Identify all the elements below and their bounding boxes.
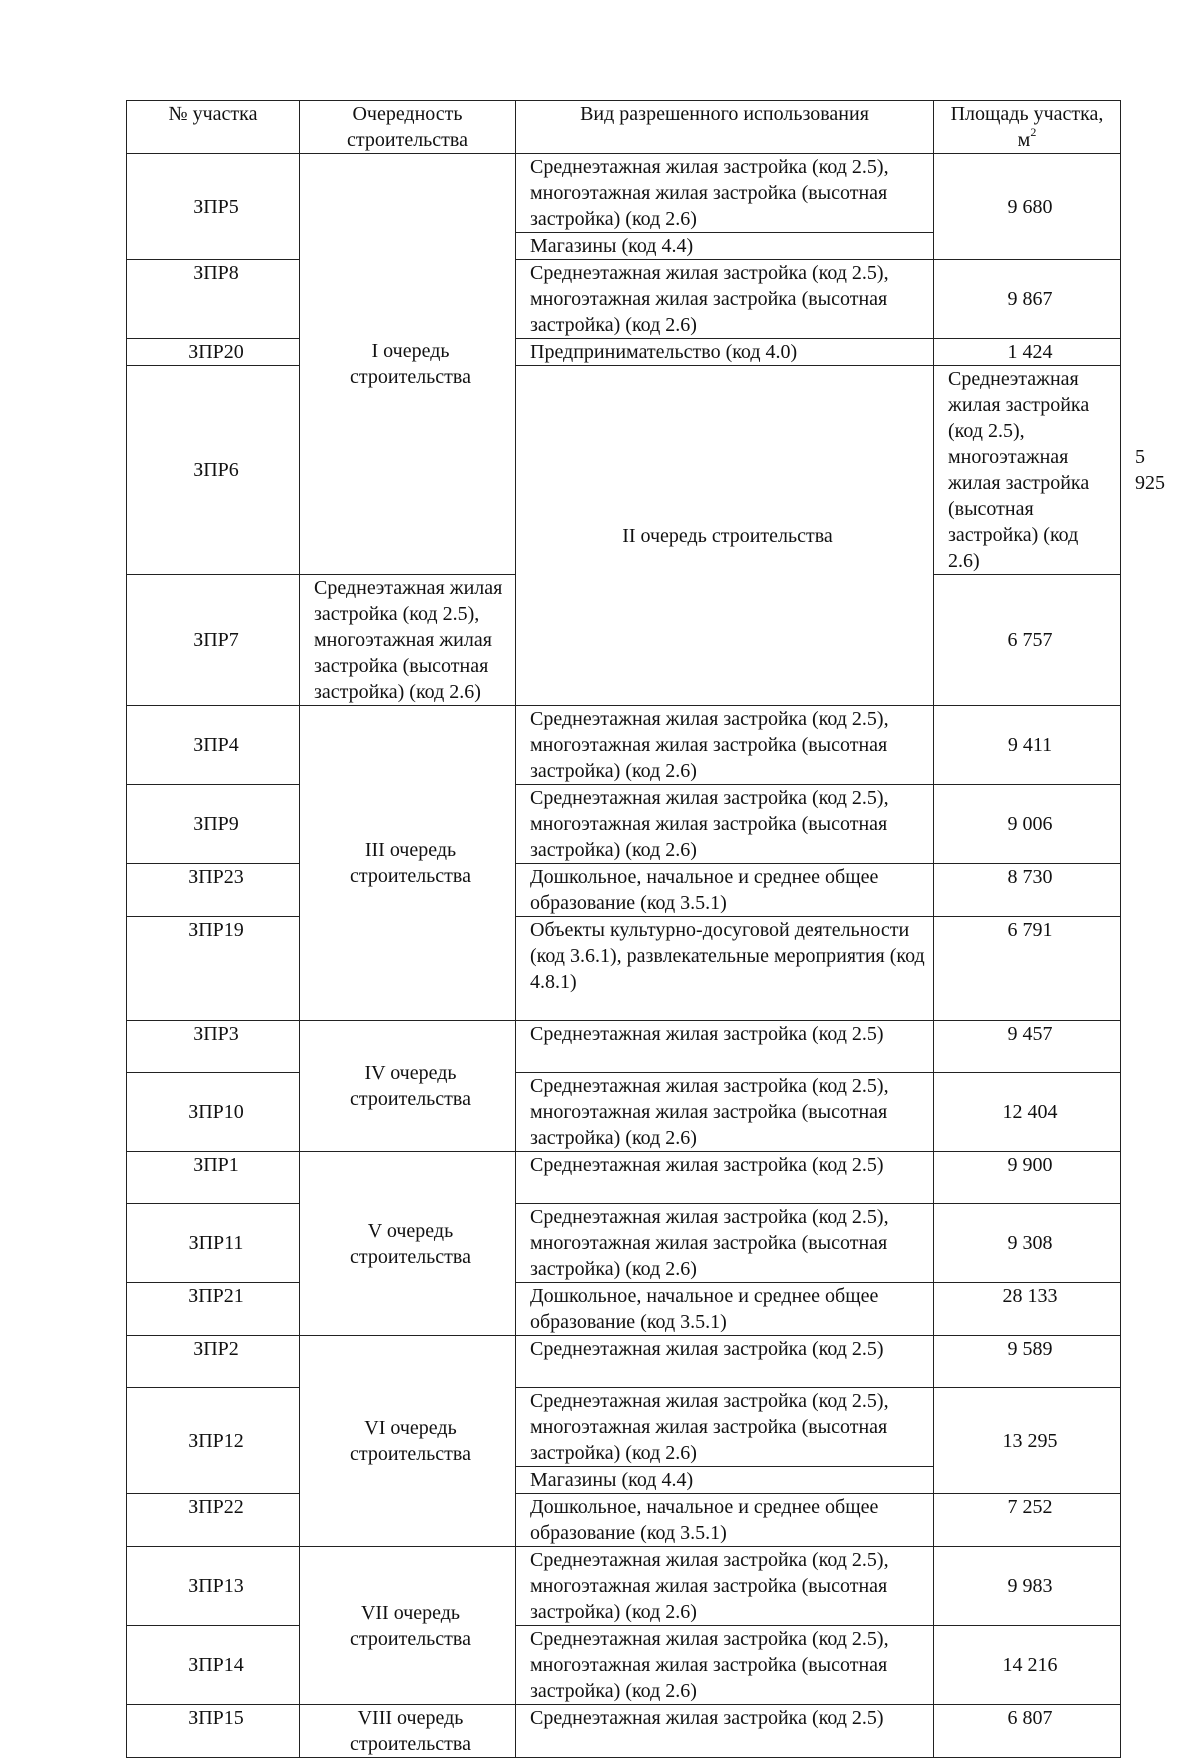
area-cell: 28 133 [934,1283,1121,1336]
stage-cell: II очередь строительства [516,366,934,706]
table-row [127,706,1121,785]
area-cell: 9 983 [934,1547,1121,1626]
plot-id: ЗПР21 [127,1283,300,1336]
area-cell: 13 295 [934,1388,1121,1494]
use-cell: Среднеэтажная жилая застройка (код 2.5), многоэтажная жилая застройка (высотная застройка) (код 2.6) [516,1204,934,1283]
plot-id: ЗПР20 [127,339,300,366]
stage-cell: VI очередь строительства [300,1336,516,1547]
plot-id: ЗПР6 [127,366,300,575]
stage-cell: IV очередь строительства [300,1021,516,1152]
table-row [127,154,1121,233]
header-stage: Очередность строительства [300,101,516,154]
table-row [127,917,1121,1021]
area-cell: 7 252 [934,1494,1121,1547]
plot-id: ЗПР19 [127,917,300,1021]
area-cell: 9 006 [934,785,1121,864]
use-cell: Среднеэтажная жилая застройка (код 2.5), многоэтажная жилая застройка (высотная застройка) (код 2.6) [516,1626,934,1705]
use-cell: Дошкольное, начальное и среднее общее образование (код 3.5.1) [516,1494,934,1547]
use-cell: Среднеэтажная жилая застройка (код 2.5), многоэтажная жилая застройка (высотная застройка) (код 2.6) [300,575,516,706]
plot-id: ЗПР14 [127,1626,300,1705]
use-cell: Магазины (код 4.4) [516,1467,934,1494]
use-cell: Среднеэтажная жилая застройка (код 2.5), многоэтажная жилая застройка (высотная застройка) (код 2.6) [516,1073,934,1152]
plot-id: ЗПР10 [127,1073,300,1152]
area-cell: 12 404 [934,1073,1121,1152]
use-cell: Среднеэтажная жилая застройка (код 2.5), многоэтажная жилая застройка (высотная застройка) (код 2.6) [516,154,934,233]
table-row [127,1705,1121,1758]
stage-cell: VIII очередь строительства [300,1705,516,1758]
table-row [127,1204,1121,1283]
plot-id: ЗПР23 [127,864,300,917]
table-row [127,1547,1121,1626]
use-cell: Предпринимательство (код 4.0) [516,339,934,366]
area-cell: 9 308 [934,1204,1121,1283]
area-cell: 9 900 [934,1152,1121,1204]
header-area-text: Площадь участка, м [950,103,1104,151]
header-row [127,101,1121,154]
area-cell: 8 730 [934,864,1121,917]
plot-id: ЗПР11 [127,1204,300,1283]
plot-id: ЗПР8 [127,260,300,339]
use-cell: Объекты культурно-досуговой деятельности (код 3.6.1), развлекательные мероприятия (код 4.8.1) [516,917,934,1021]
area-cell: 9 867 [934,260,1121,339]
plot-id: ЗПР5 [127,154,300,260]
plot-id: ЗПР13 [127,1547,300,1626]
area-cell: 6 807 [934,1705,1121,1758]
use-cell: Среднеэтажная жилая застройка (код 2.5) [516,1021,934,1073]
table-row [127,339,1121,366]
stage-cell: V очередь строительства [300,1152,516,1336]
table-row [127,1336,1121,1388]
table-row [127,260,1121,339]
area-cell: 9 680 [934,154,1121,260]
plot-id: ЗПР4 [127,706,300,785]
plot-id: ЗПР12 [127,1388,300,1494]
table-row [127,1388,1121,1467]
table-row [127,864,1121,917]
area-cell: 1 424 [934,339,1121,366]
table-row [127,1152,1121,1204]
table-row [127,1494,1121,1547]
use-cell: Среднеэтажная жилая застройка (код 2.5), многоэтажная жилая застройка (высотная застройка) (код 2.6) [934,366,1121,575]
use-cell: Магазины (код 4.4) [516,233,934,260]
area-cell: 6 757 [934,575,1121,706]
stage-cell: III очередь строительства [300,706,516,1021]
header-area-superscript: 2 [1030,125,1037,140]
table-row [127,1283,1121,1336]
table-row [127,785,1121,864]
table-row: ЗПР6 II очередь строительства Среднеэтажная жилая застройка (код 2.5), многоэтажная жилая застройка (высотная застройка) (код 2.6) 5 925 [127,366,1121,575]
use-cell: Среднеэтажная жилая застройка (код 2.5), многоэтажная жилая застройка (высотная застройка) (код 2.6) [516,706,934,785]
header-area [934,101,1121,154]
use-cell: Среднеэтажная жилая застройка (код 2.5), многоэтажная жилая застройка (высотная застройка) (код 2.6) [516,1388,934,1467]
header-use: Вид разрешенного использования [516,101,934,154]
area-cell: 9 457 [934,1021,1121,1073]
table-row [127,1626,1121,1705]
use-cell: Дошкольное, начальное и среднее общее образование (код 3.5.1) [516,1283,934,1336]
use-cell: Среднеэтажная жилая застройка (код 2.5), многоэтажная жилая застройка (высотная застройка) (код 2.6) [516,260,934,339]
use-cell: Дошкольное, начальное и среднее общее образование (код 3.5.1) [516,864,934,917]
area-cell: 9 411 [934,706,1121,785]
area-cell: 9 589 [934,1336,1121,1388]
plot-id: ЗПР22 [127,1494,300,1547]
plots-table [126,100,1165,1758]
use-cell: Среднеэтажная жилая застройка (код 2.5), многоэтажная жилая застройка (высотная застройка) (код 2.6) [516,1547,934,1626]
plot-id: ЗПР1 [127,1152,300,1204]
use-cell: Среднеэтажная жилая застройка (код 2.5) [516,1705,934,1758]
table-row [127,1073,1121,1152]
area-cell: 6 791 [934,917,1121,1021]
header-plot-no: № участка [127,101,300,154]
area-cell: 14 216 [934,1626,1121,1705]
use-cell: Среднеэтажная жилая застройка (код 2.5) [516,1152,934,1204]
plot-id: ЗПР15 [127,1705,300,1758]
stage-cell: VII очередь строительства [300,1547,516,1705]
plot-id: ЗПР2 [127,1336,300,1388]
plot-id: ЗПР9 [127,785,300,864]
plot-id: ЗПР7 [127,575,300,706]
plot-id: ЗПР3 [127,1021,300,1073]
stage-cell: I очередь строительства [300,154,516,575]
table-row [127,1021,1121,1073]
use-cell: Среднеэтажная жилая застройка (код 2.5), многоэтажная жилая застройка (высотная застройка) (код 2.6) [516,785,934,864]
use-cell: Среднеэтажная жилая застройка (код 2.5) [516,1336,934,1388]
